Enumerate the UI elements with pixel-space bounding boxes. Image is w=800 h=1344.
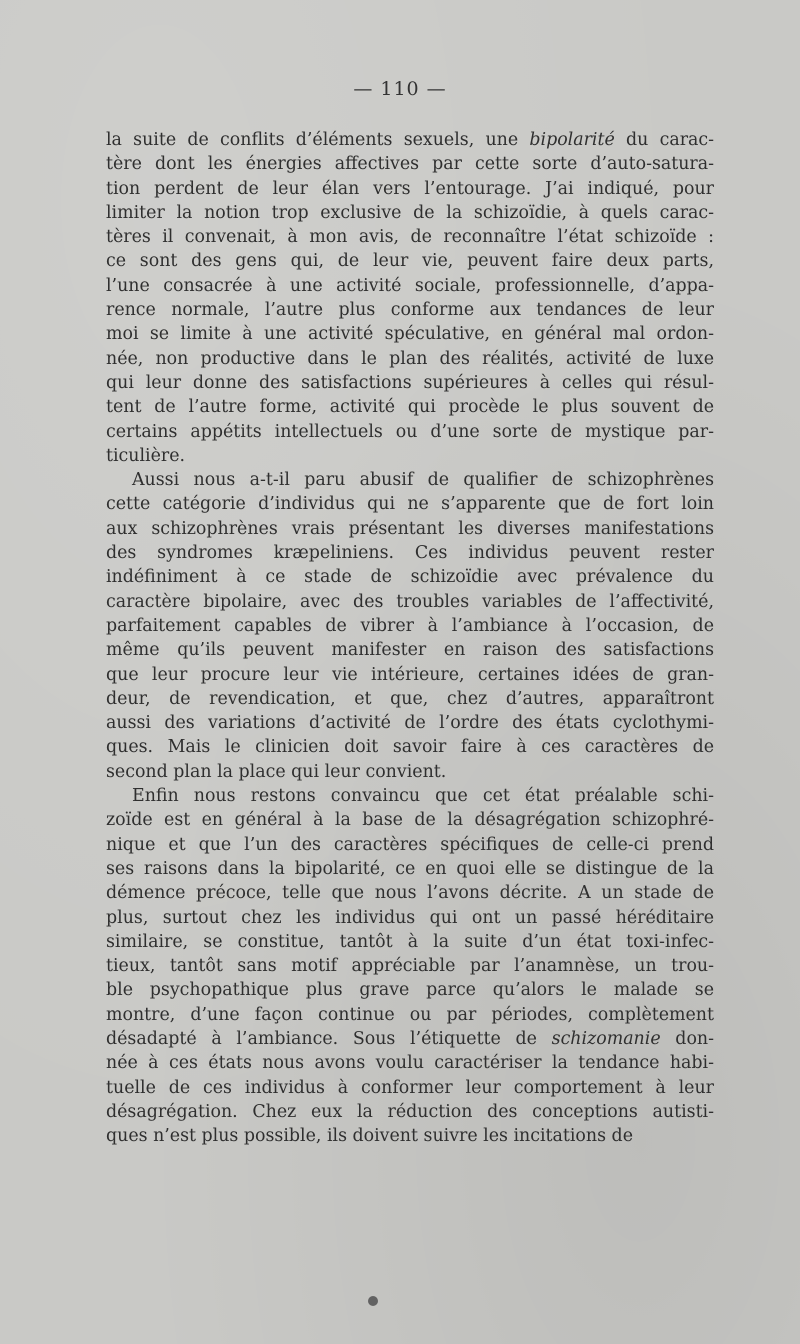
text-line: [106, 906, 714, 930]
text-line: [106, 249, 714, 273]
text-segment: désadapté à l’ambiance. Sous l’étiquette de: [106, 1028, 552, 1049]
text-segment: similaire, se constitue, tantôt à la suite d’un état toxi-infec-: [106, 931, 714, 952]
text-line: [106, 541, 714, 565]
text-segment: ble psychopathique plus grave parce qu’alors le malade se: [106, 980, 714, 1001]
text-segment: aussi des variations d’activité de l’ordre des états cyclothymi-: [106, 713, 714, 734]
text-segment: parfaitement capables de vibrer à l’ambiance à l’occasion, de: [106, 615, 714, 636]
text-segment: désagrégation. Chez eux la réduction des conceptions autisti-: [106, 1101, 714, 1122]
text-line: [106, 1076, 714, 1100]
text-line: [106, 517, 714, 541]
text-line: [106, 177, 714, 201]
text-line: [106, 881, 714, 905]
text-line: [106, 930, 714, 954]
text-segment: rence normale, l’autre plus conforme aux tendances de leur: [106, 300, 714, 321]
text-segment: du carac-: [614, 130, 714, 150]
text-line: [106, 128, 714, 152]
body-text: [106, 128, 714, 1148]
text-line: [106, 663, 714, 687]
text-segment: ce sont des gens qui, de leur vie, peuvent faire deux parts,: [106, 251, 714, 272]
text-line: [106, 1051, 714, 1075]
text-line: [106, 371, 714, 395]
text-segment: don-: [660, 1028, 714, 1049]
text-line: [106, 1027, 714, 1051]
text-segment: indéfiniment à ce stade de schizoïdie avec prévalence du: [106, 567, 714, 588]
text-line: [106, 833, 714, 857]
text-segment: aux schizophrènes vrais présentant les diverses manifestations: [106, 518, 714, 539]
text-segment: ques n’est plus possible, ils doivent suivre les incitations de: [106, 1126, 633, 1147]
text-line: [106, 857, 714, 881]
text-segment: tion perdent de leur élan vers l’entourage. J’ai indiqué, pour: [106, 178, 714, 199]
text-line: [106, 468, 714, 492]
text-line: [106, 420, 714, 444]
text-segment: montre, d’une façon continue ou par périodes, complètement: [106, 1004, 714, 1025]
text-line: [106, 565, 714, 589]
paragraph: [106, 468, 714, 784]
text-segment: cette catégorie d’individus qui ne s’apparente que de fort loin: [106, 494, 714, 515]
ink-spot: [368, 1296, 378, 1306]
text-line: [106, 492, 714, 516]
text-segment: plus, surtout chez les individus qui ont un passé héréditaire: [106, 907, 714, 928]
text-segment: née à ces états nous avons voulu caractériser la tendance habi-: [106, 1053, 714, 1074]
paragraph: [106, 784, 714, 1148]
text-line: [106, 978, 714, 1002]
text-line: [106, 152, 714, 176]
text-segment: la suite de conflits d’éléments sexuels, une: [106, 130, 530, 150]
text-segment: second plan la place qui leur convient.: [106, 761, 447, 782]
text-segment: tuelle de ces individus à conformer leur comportement à leur: [106, 1077, 714, 1098]
italic-term: schizomanie: [551, 1028, 661, 1049]
text-line: [106, 1100, 714, 1124]
text-segment: démence précoce, telle que nous l’avons décrite. A un stade de: [106, 883, 714, 904]
text-segment: même qu’ils peuvent manifester en raison des satisfactions: [106, 640, 714, 661]
text-segment: qui leur donne des satisfactions supérieures à celles qui résul-: [106, 372, 714, 393]
text-line: [106, 1003, 714, 1027]
text-segment: Enfin nous restons convaincu que cet état préalable schi-: [132, 786, 714, 807]
text-segment: que leur procure leur vie intérieure, certaines idées de gran-: [106, 664, 714, 685]
text-segment: caractère bipolaire, avec des troubles variables de l’affectivité,: [106, 591, 714, 612]
text-line: [106, 760, 714, 784]
text-line: [106, 201, 714, 225]
text-line: [106, 1124, 714, 1148]
text-line: [106, 735, 714, 759]
text-segment: tieux, tantôt sans motif appréciable par l’anamnèse, un trou-: [106, 956, 714, 977]
text-segment: zoïde est en général à la base de la désagrégation schizophré-: [106, 810, 714, 831]
text-line: [106, 784, 714, 808]
text-segment: des syndromes kræpeliniens. Ces individus peuvent rester: [106, 543, 714, 564]
text-line: [106, 590, 714, 614]
text-line: [106, 298, 714, 322]
text-segment: tent de l’autre forme, activité qui procède le plus souvent de: [106, 397, 714, 418]
text-line: [106, 614, 714, 638]
text-line: [106, 687, 714, 711]
text-segment: Aussi nous a-t-il paru abusif de qualifier de schizophrènes: [132, 470, 714, 491]
text-segment: deur, de revendication, et que, chez d’autres, apparaîtront: [106, 688, 714, 709]
text-line: [106, 274, 714, 298]
text-line: [106, 225, 714, 249]
text-segment: certains appétits intellectuels ou d’une sorte de mystique par-: [106, 421, 714, 442]
text-segment: ques. Mais le clinicien doit savoir faire à ces caractères de: [106, 737, 714, 758]
text-segment: ticulière.: [106, 445, 186, 466]
text-segment: née, non productive dans le plan des réalités, activité de luxe: [106, 348, 714, 369]
text-line: [106, 711, 714, 735]
italic-term: bipolarité: [529, 130, 615, 150]
text-segment: tères il convenait, à mon avis, de reconnaître l’état schizoïde :: [106, 227, 714, 248]
text-line: [106, 444, 714, 468]
text-line: [106, 638, 714, 662]
text-segment: limiter la notion trop exclusive de la schizoïdie, à quels carac-: [106, 202, 714, 223]
text-line: [106, 322, 714, 346]
text-segment: nique et que l’un des caractères spécifiques de celle-ci prend: [106, 834, 714, 855]
text-line: [106, 395, 714, 419]
page-number: — 110 —: [353, 78, 447, 100]
text-line: [106, 347, 714, 371]
text-segment: l’une consacrée à une activité sociale, professionnelle, d’appa-: [106, 275, 714, 296]
text-segment: moi se limite à une activité spéculative, en général mal ordon-: [106, 324, 714, 345]
text-segment: ses raisons dans la bipolarité, ce en quoi elle se distingue de la: [106, 858, 714, 879]
text-line: [106, 808, 714, 832]
paragraph: [106, 128, 714, 468]
text-segment: tère dont les énergies affectives par cette sorte d’auto-satura-: [106, 154, 714, 175]
text-line: [106, 954, 714, 978]
